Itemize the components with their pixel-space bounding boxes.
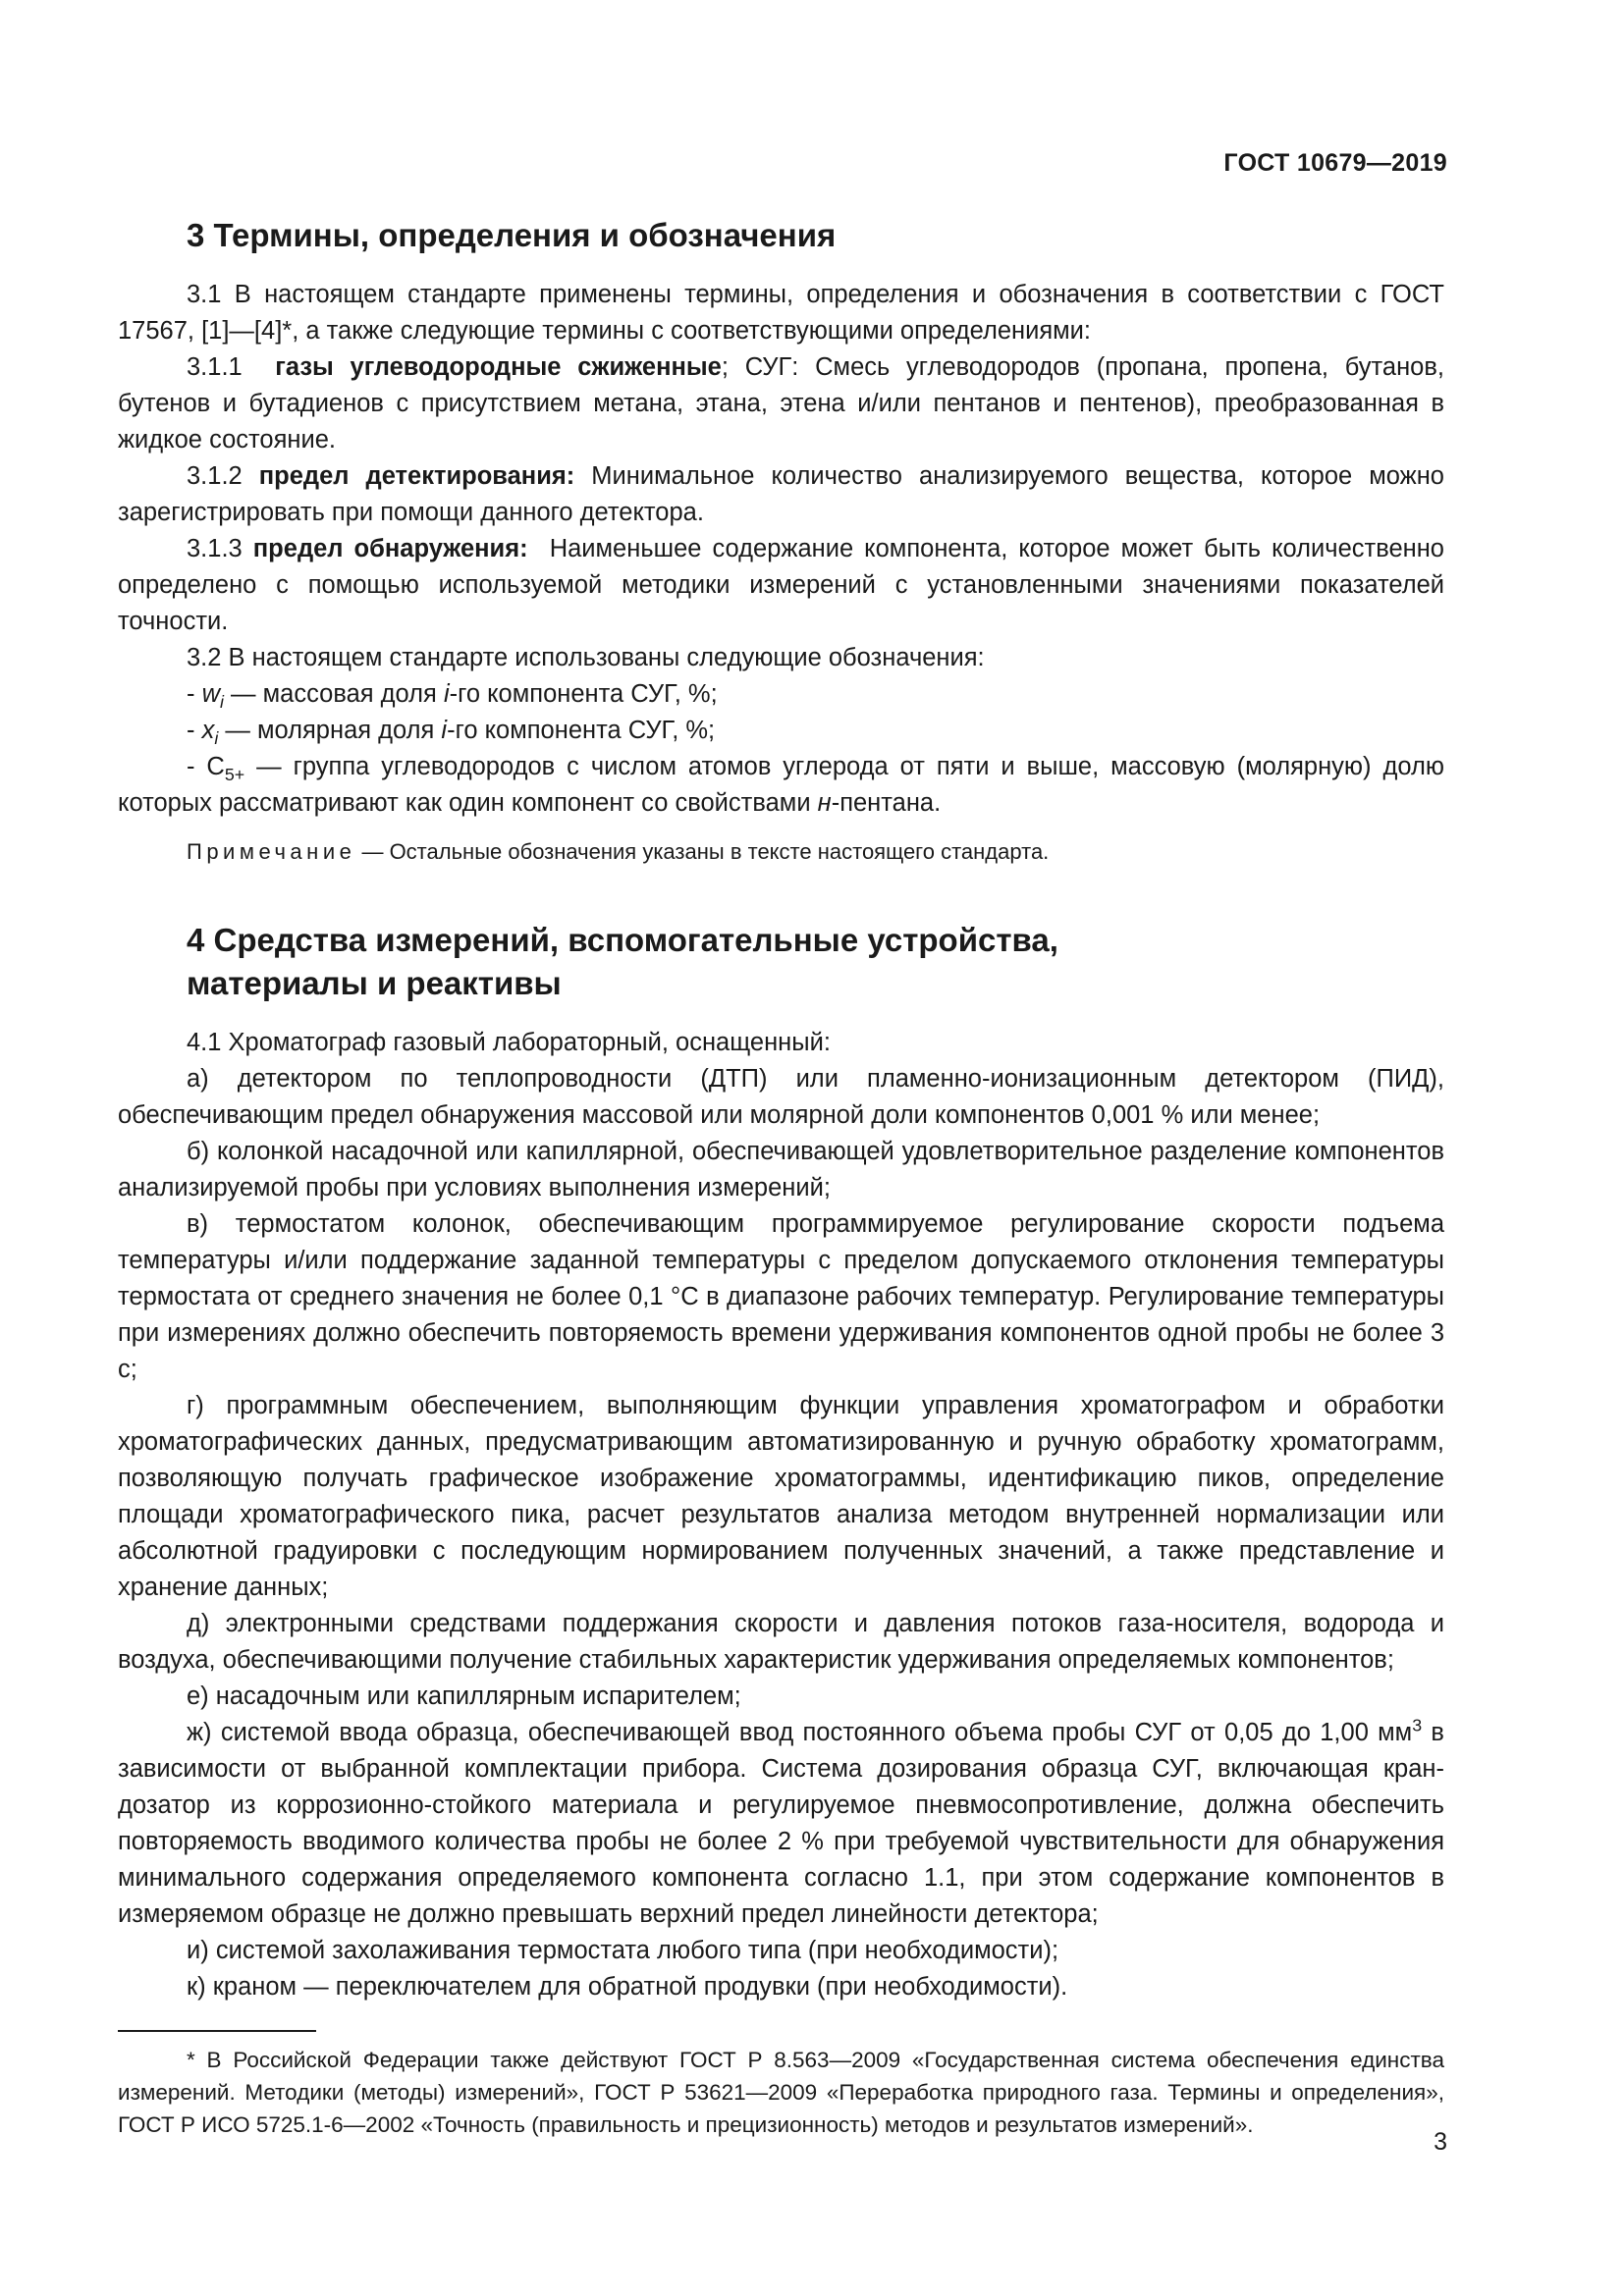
symbol-var: w	[201, 680, 220, 708]
paragraph-3-1-3	[118, 531, 1444, 640]
paragraph-4-1: 4.1 Хроматограф газовый лабораторный, оснащенный:	[187, 1029, 831, 1056]
main-content	[118, 214, 1444, 2141]
footnote-separator	[118, 2030, 316, 2032]
definition: ; СУГ: Смесь углеводородов (пропана, пропена, бутанов, бутенов и бутадиенов с присутствием метана, этана, этена и/или пентанов и пентенов), преобразованная в жидкое состояние.	[118, 353, 1444, 454]
symbol-desc-end: -пентана.	[831, 789, 942, 817]
list-item-a: а) детектором по теплопроводности (ДТП) или пламенно-ионизационным детектором (ПИД), обеспечивающим предел обнаружения массовой или молярной доли компонентов 0,001 % или менее;	[118, 1065, 1444, 1129]
symbol-desc: — группа углеводородов с числом атомов углерода от пяти и выше, массовую (молярную) долю которых рассматривают как один компонент со свойствами	[118, 753, 1444, 817]
symbol-desc: — массовая доля	[223, 680, 444, 708]
unit-superscript: 3	[1412, 1715, 1423, 1735]
symbol-index: i	[441, 717, 448, 744]
term: предел детектирования:	[258, 462, 575, 490]
symbol-var: - C	[187, 753, 225, 780]
symbol-sub: i	[220, 692, 224, 713]
list-item-i: и) системой захолаживания термостата любого типа (при необходимости);	[187, 1937, 1059, 1964]
clause-number: 3.1.3	[187, 535, 243, 562]
list-item-g: г) программным обеспечением, выполняющим функции управления хроматографом и обработки хроматографических данных, предусматривающим автоматизированную и ручную обработку хроматограмм, позволяющую получать графическое изображение хроматограммы, идентификацию пиков, определение площади хроматографического пика, расчет результатов анализа методом внутренней нормализации или абсолютной градуировки с последующим нормированием полученных значений, а также представление и хранение данных;	[118, 1392, 1444, 1601]
paragraph-3-1-1	[118, 349, 1444, 458]
list-item-zh	[118, 1715, 1444, 1933]
paragraph-3-1-2	[118, 458, 1444, 531]
note	[118, 836, 1444, 868]
section-4-title-line1: 4 Средства измерений, вспомогательные устройства,	[187, 922, 1058, 958]
symbol-x	[118, 713, 1444, 749]
symbol-sub: 5+	[224, 765, 245, 785]
dash-prefix: -	[187, 680, 202, 708]
paragraph-3-2: 3.2 В настоящем стандарте использованы следующие обозначения:	[187, 644, 985, 671]
symbol-desc: — молярная доля	[218, 717, 442, 744]
section-4-title-line2: материалы и реактивы	[187, 965, 562, 1001]
clause-number: 3.1.2	[187, 462, 243, 490]
list-item-b: б) колонкой насадочной или капиллярной, обеспечивающей удовлетворительное разделение компонентов анализируемой пробы при условиях выполнения измерений;	[118, 1138, 1444, 1201]
symbol-desc-rest: -го компонента СУГ, %;	[447, 717, 716, 744]
list-item-d: д) электронными средствами поддержания скорости и давления потоков газа-носителя, водорода и воздуха, обеспечивающими получение стабильных характеристик удерживания определяемых компонентов;	[118, 1610, 1444, 1674]
symbol-desc-rest: -го компонента СУГ, %;	[449, 680, 718, 708]
symbol-w	[118, 676, 1444, 713]
symbol-c5	[118, 749, 1444, 822]
section-3-title: 3 Термины, определения и обозначения	[187, 217, 837, 253]
section-4-title	[118, 919, 1444, 1005]
definition: Наименьшее содержание компонента, которое может быть количественно определено с помощью используемой методики измерений с установленными значениями показателей точности.	[118, 535, 1444, 635]
paragraph-3-1: 3.1 В настоящем стандарте применены термины, определения и обозначения в соответствии с ГОСТ 17567, [1]—[4]*, а также следующие термины с соответствующими определениями:	[118, 281, 1444, 345]
list-item-k: к) краном — переключателем для обратной продувки (при необходимости).	[187, 1973, 1068, 2001]
term: газы углеводородные сжиженные	[275, 353, 722, 381]
symbol-var: x	[201, 717, 215, 744]
symbol-index: i	[443, 680, 450, 708]
note-text: — Остальные обозначения указаны в тексте настоящего стандарта.	[355, 839, 1050, 864]
document-number: ГОСТ 10679—2019	[1223, 149, 1447, 177]
term: предел обнаружения:	[252, 535, 528, 562]
definition: Минимальное количество анализируемого вещества, которое можно зарегистрировать при помощи данного детектора.	[118, 462, 1444, 526]
note-label: Примечание	[187, 839, 356, 864]
clause-number: 3.1.1	[187, 353, 243, 381]
footnote: * В Российской Федерации также действуют ГОСТ Р 8.563—2009 «Государственная система обеспечения единства измерений. Методики (методы) измерений», ГОСТ Р 53621—2009 «Переработка природного газа. Термины и определения», ГОСТ Р ИСО 5725.1-6—2002 «Точность (правильность и прецизионность) методов и результатов измерений».	[118, 2048, 1444, 2137]
page-number: 3	[1434, 2128, 1447, 2156]
item-text: ж) системой ввода образца, обеспечивающей ввод постоянного объема пробы СУГ от 0,05 до 1,00 мм	[187, 1719, 1413, 1746]
symbol-n: н	[817, 789, 832, 817]
list-item-v: в) термостатом колонок, обеспечивающим программируемое регулирование скорости подъема температуры и/или поддержание заданной температуры с пределом допускаемого отклонения температуры термостата от среднего значения не более 0,1 °С в диапазоне рабочих температур. Регулирование температуры при измерениях должно обеспечить повторяемость времени удерживания компонентов одной пробы не более 3 с;	[118, 1210, 1444, 1383]
symbol-sub: i	[214, 728, 219, 749]
item-text-rest: в зависимости от выбранной комплектации прибора. Система дозирования образца СУГ, включающая кран-дозатор из коррозионно-стойкого материала и регулируемое пневмосопротивление, должна обеспечить повторяемость вводимого количества пробы не более 2 % при требуемой чувствительности для обнаружения минимального содержания определяемого компонента согласно 1.1, при этом содержание компонентов в измеряемом образце не должно превышать верхний предел линейности детектора;	[118, 1719, 1444, 1928]
list-item-e: е) насадочным или капиллярным испарителем;	[187, 1682, 741, 1710]
dash-prefix: -	[187, 717, 202, 744]
